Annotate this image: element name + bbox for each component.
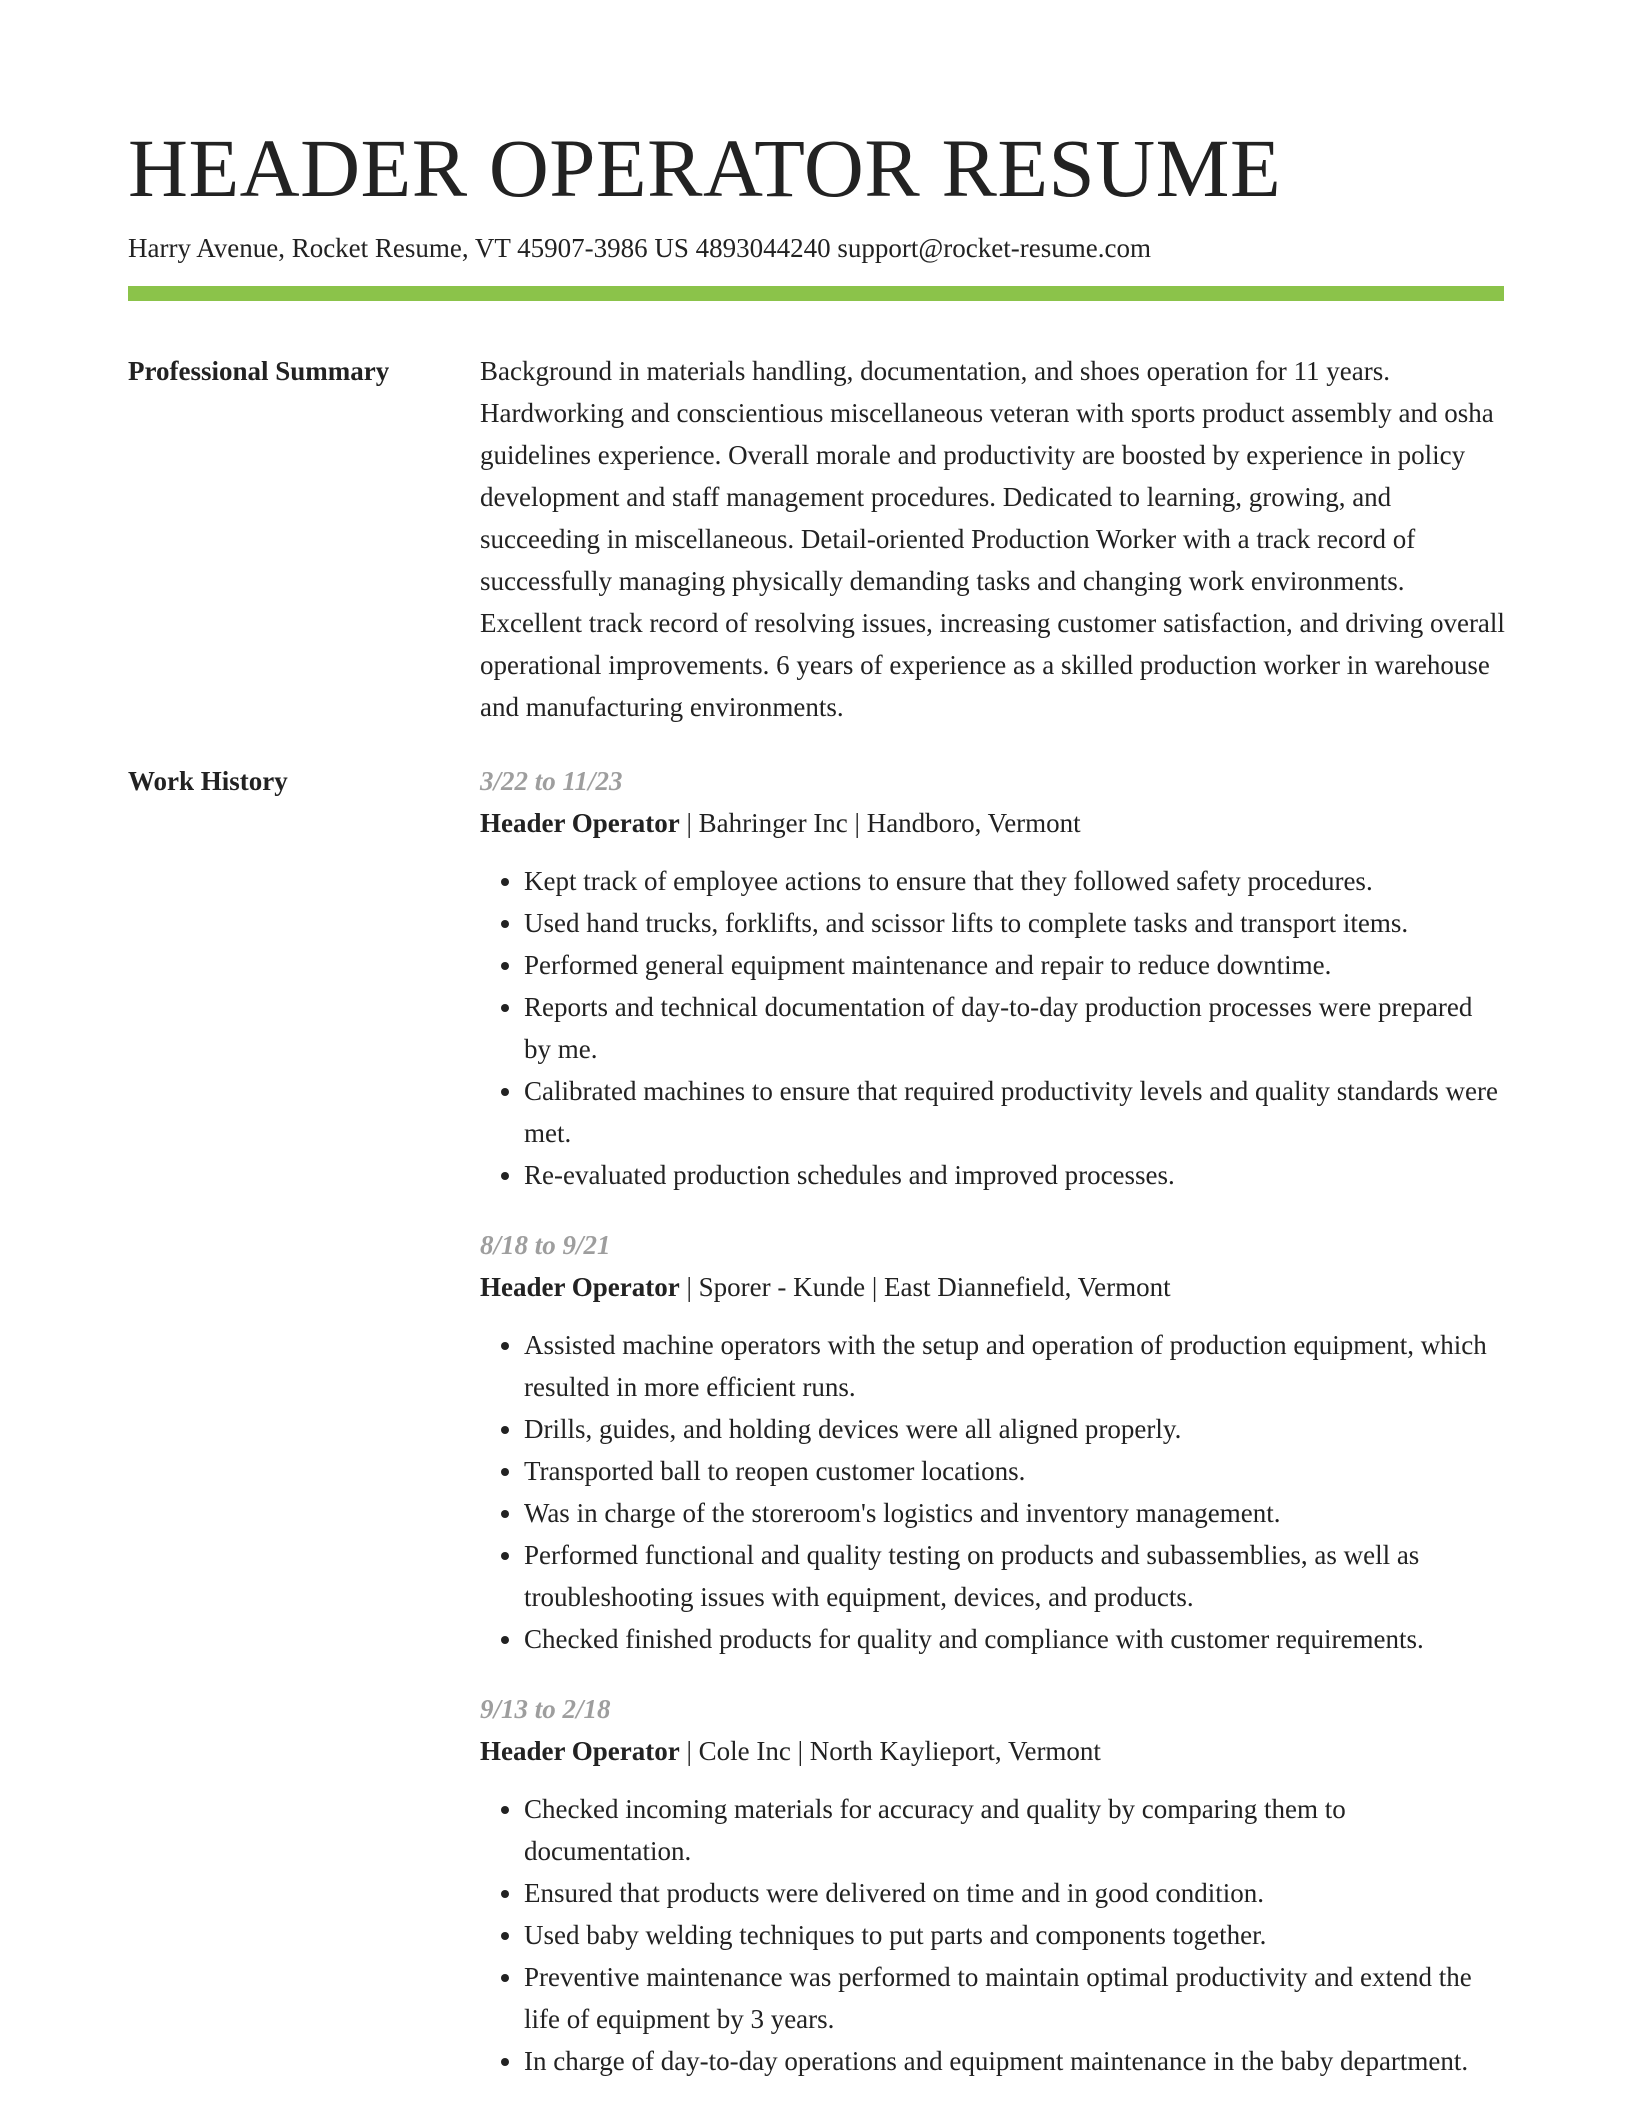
summary-body [480, 350, 1506, 728]
job-bullets [480, 860, 1506, 1196]
job-heading [480, 802, 1506, 844]
job-bullet: • Used hand trucks, forklifts, and scissor lifts to complete tasks and transport items. [524, 902, 1506, 944]
job-title: Header Operator [480, 1736, 680, 1766]
job-bullet: • Reports and technical documentation of day-to-day production processes were prepared by me. [524, 986, 1506, 1070]
job-bullet: • Performed general equipment maintenance and repair to reduce downtime. [524, 944, 1506, 986]
work-history-body [480, 760, 1506, 2110]
summary-heading: Professional Summary [128, 356, 390, 386]
job-bullet: • Kept track of employee actions to ensure that they followed safety procedures. [524, 860, 1506, 902]
job-bullet: • Transported ball to reopen customer locations. [524, 1450, 1506, 1492]
job-dates: 8/18 to 9/21 [480, 1230, 611, 1260]
contact-line: Harry Avenue, Rocket Resume, VT 45907-3986 US 4893044240 support@rocket-resume.com [128, 233, 1151, 263]
job-title: Header Operator [480, 808, 680, 838]
job-bullet: • Preventive maintenance was performed to maintain optimal productivity and extend the life of equipment by 3 years. [524, 1956, 1506, 2040]
job-bullet: • Checked finished products for quality and compliance with customer requirements. [524, 1618, 1506, 1660]
job-bullets [480, 1788, 1506, 2082]
job-entry [480, 1224, 1506, 1660]
job-bullet: • Used baby welding techniques to put parts and components together. [524, 1914, 1506, 1956]
job-details: | Bahringer Inc | Handboro, Vermont [679, 808, 1081, 838]
job-bullet: • Checked incoming materials for accuracy and quality by comparing them to documentation. [524, 1788, 1506, 1872]
job-entry [480, 1688, 1506, 2082]
job-bullet: • Was in charge of the storeroom's logistics and inventory management. [524, 1492, 1506, 1534]
job-bullet: • Performed functional and quality testing on products and subassemblies, as well as troubleshooting issues with equipment, devices, and products. [524, 1534, 1506, 1618]
job-bullet: • Re-evaluated production schedules and improved processes. [524, 1154, 1506, 1196]
job-bullet: • In charge of day-to-day operations and equipment maintenance in the baby department. [524, 2040, 1506, 2082]
job-entry [480, 760, 1506, 1196]
job-title: Header Operator [480, 1272, 680, 1302]
resume-title: HEADER OPERATOR RESUME [128, 122, 1282, 214]
job-heading [480, 1266, 1506, 1308]
work-history-heading: Work History [128, 766, 288, 796]
job-bullet: • Drills, guides, and holding devices were all aligned properly. [524, 1408, 1506, 1450]
job-bullets [480, 1324, 1506, 1660]
summary-text: Background in materials handling, documentation, and shoes operation for 11 years. Hardworking and conscientious miscellaneous veteran with sports product assembly and osha guidelines experience. Overall morale and productivity are boosted by experience in policy development and staff management procedures. Dedicated to learning, growing, and succeeding in miscellaneous. Detail-oriented Production Worker with a track record of successfully managing physically demanding tasks and changing work environments. Excellent track record of resolving issues, increasing customer satisfaction, and driving overall operational improvements. 6 years of experience as a skilled production worker in warehouse and manufacturing environments. [480, 356, 1505, 722]
job-bullet: • Assisted machine operators with the setup and operation of production equipment, which resulted in more efficient runs. [524, 1324, 1506, 1408]
job-details: | Sporer - Kunde | East Diannefield, Vermont [679, 1272, 1171, 1302]
job-dates: 9/13 to 2/18 [480, 1694, 611, 1724]
job-bullet: • Calibrated machines to ensure that required productivity levels and quality standards were met. [524, 1070, 1506, 1154]
job-bullet: • Ensured that products were delivered on time and in good condition. [524, 1872, 1506, 1914]
job-dates: 3/22 to 11/23 [480, 766, 623, 796]
job-heading [480, 1730, 1506, 1772]
job-details: | Cole Inc | North Kaylieport, Vermont [679, 1736, 1101, 1766]
header-divider [128, 286, 1504, 301]
